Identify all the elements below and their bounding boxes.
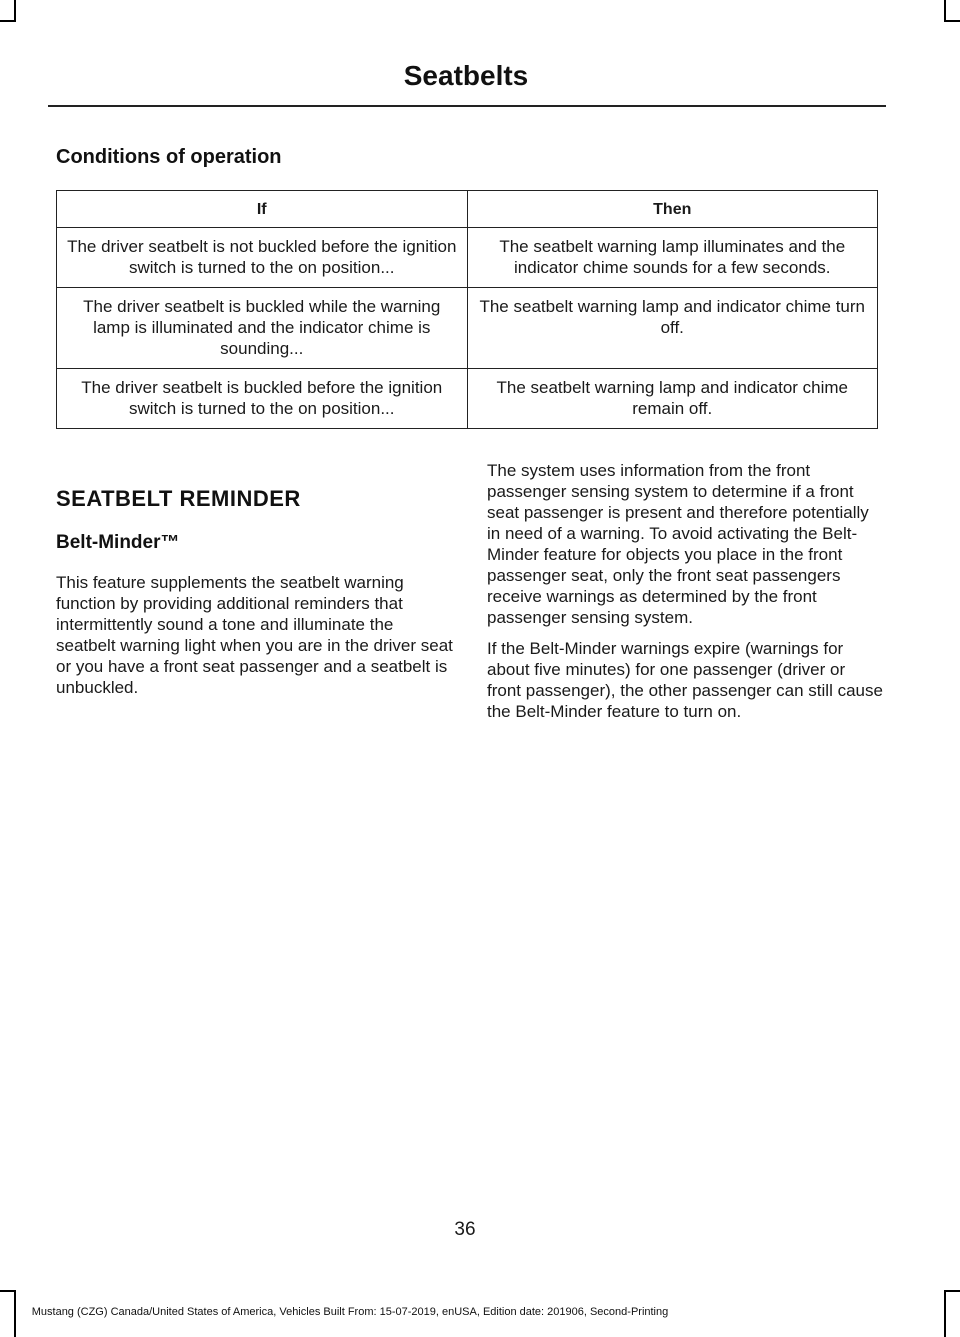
header-divider	[48, 105, 886, 107]
table-row	[57, 288, 878, 369]
crop-mark	[944, 20, 960, 22]
table-cell-if: The driver seatbelt is not buckled before the ignition switch is turned to the on position...	[57, 228, 468, 288]
crop-mark	[14, 0, 16, 20]
table-cell-then: The seatbelt warning lamp illuminates and the indicator chime sounds for a few seconds.	[467, 228, 878, 288]
reminder-heading: SEATBELT REMINDER	[56, 486, 301, 511]
expiry-paragraph: If the Belt-Minder warnings expire (warnings for about five minutes) for one passenger (driver or front passenger), the other passenger can still cause the Belt-Minder feature to turn on.	[487, 639, 883, 721]
left-column	[56, 486, 454, 698]
crop-mark	[944, 1290, 946, 1337]
table-header-if: If	[57, 191, 468, 228]
table-header-then: Then	[467, 191, 878, 228]
crop-mark	[944, 0, 946, 20]
page-number: 36	[454, 1219, 476, 1240]
table-row	[57, 369, 878, 429]
belt-minder-paragraph: This feature supplements the seatbelt warning function by providing additional reminders that intermittently sound a tone and illuminate the seatbelt warning light when you are in the driver seat or you have a front seat passenger and a seatbelt is unbuckled.	[56, 573, 453, 697]
belt-minder-heading: Belt-Minder™	[56, 532, 180, 553]
footer-text: Mustang (CZG) Canada/United States of America, Vehicles Built From: 15-07-2019, enUSA, Edition date: 201906, Second-Printing	[31, 1306, 669, 1318]
table-cell-then: The seatbelt warning lamp and indicator chime turn off.	[467, 288, 878, 369]
table-cell-then: The seatbelt warning lamp and indicator chime remain off.	[467, 369, 878, 429]
crop-mark	[0, 20, 16, 22]
section-title: Conditions of operation	[56, 146, 282, 168]
table-row	[57, 228, 878, 288]
table-header-row	[57, 191, 878, 228]
conditions-table	[56, 190, 878, 429]
sensing-paragraph: The system uses information from the front passenger sensing system to determine if a front seat passenger is present and therefore potentially in need of a warning. To avoid activating the Belt-Minder feature for objects you place in the front passenger seat, only the front seat passengers receive warnings as determined by the front passenger sensing system.	[487, 461, 869, 627]
right-column	[487, 460, 883, 732]
page-header-title: Seatbelts	[403, 60, 529, 91]
table-cell-if: The driver seatbelt is buckled before the ignition switch is turned to the on position...	[57, 369, 468, 429]
table-cell-if: The driver seatbelt is buckled while the warning lamp is illuminated and the indicator chime is sounding...	[57, 288, 468, 369]
crop-mark	[944, 1290, 960, 1292]
crop-mark	[0, 1290, 16, 1292]
